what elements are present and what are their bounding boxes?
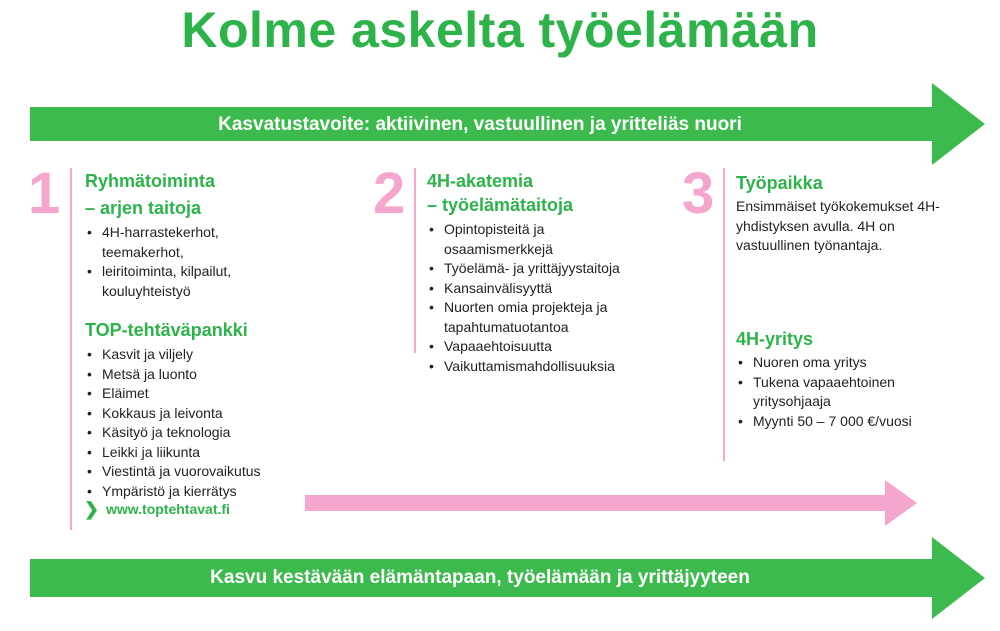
chevron-right-icon: ❯ <box>84 499 100 519</box>
step-number-2: 2 <box>373 161 406 226</box>
list-item: • Vapaaehtoisuutta <box>427 337 637 357</box>
list-item: • Viestintä ja vuorovaikutus <box>85 462 305 482</box>
list-item: • Kansainvälisyyttä <box>427 279 637 299</box>
bottom-arrow-text: Kasvu kestävään elämäntapaan, työelämään ja yrittäjyyteen <box>210 567 750 588</box>
col2-heading-line1: 4H-akatemia <box>427 171 534 191</box>
list-item: • Opintopisteitä ja osaamismerkkejä <box>427 220 637 259</box>
list-item: • Nuorten omia projekteja ja tapahtumatuotantoa <box>427 298 637 337</box>
col3-list <box>736 353 946 431</box>
list-item: • Vaikuttamismahdollisuuksia <box>427 357 637 377</box>
list-item: • Eläimet <box>85 384 305 404</box>
pink-arrow <box>305 480 917 526</box>
col2-heading-line2: – työelämätaitoja <box>427 195 574 215</box>
col2-list <box>427 220 637 376</box>
list-item: • Tukena vapaaehtoinen yritysohjaaja <box>736 373 946 412</box>
list-item: • Kokkaus ja leivonta <box>85 404 305 424</box>
divider-1 <box>70 168 72 530</box>
page-title: Kolme askelta työelämään <box>181 2 819 58</box>
top-list <box>85 345 305 501</box>
list-item: • Kasvit ja viljely <box>85 345 305 365</box>
col3-heading2: 4H-yritys <box>736 329 814 349</box>
list-item: • Työelämä- ja yrittäjyystaitoja <box>427 259 637 279</box>
col3-text: Ensimmäiset työkokemukset 4H-yhdistyksen avulla. 4H on vastuullinen työnantaja. <box>736 198 940 253</box>
top-arrow-text: Kasvatustavoite: aktiivinen, vastuullinen ja yritteliäs nuori <box>218 114 742 135</box>
list-item: • 4H-harrastekerhot, teemakerhot, <box>85 223 285 262</box>
step-number-3: 3 <box>682 161 715 226</box>
list-item: • Metsä ja luonto <box>85 365 305 385</box>
step-number-1: 1 <box>28 161 61 226</box>
list-item: • Leikki ja liikunta <box>85 443 305 463</box>
col1-heading-line1: Ryhmätoiminta <box>85 171 216 191</box>
list-item: • Myynti 50 – 7 000 €/vuosi <box>736 412 946 432</box>
toptehtavat-link[interactable]: www.toptehtavat.fi <box>106 501 230 517</box>
top-heading: TOP-tehtäväpankki <box>85 320 248 340</box>
list-item: • leiritoiminta, kilpailut, kouluyhteistyö <box>85 262 285 301</box>
col1-list <box>85 223 285 301</box>
list-item: • Nuoren oma yritys <box>736 353 946 373</box>
list-item: • Käsityö ja teknologia <box>85 423 305 443</box>
list-item: • Ympäristö ja kierrätys <box>85 482 305 502</box>
divider-2 <box>414 168 416 353</box>
col3-heading: Työpaikka <box>736 173 823 193</box>
pink-arrow-shape <box>305 480 917 526</box>
col1-heading-line2: – arjen taitoja <box>85 198 202 218</box>
divider-3 <box>723 168 725 461</box>
